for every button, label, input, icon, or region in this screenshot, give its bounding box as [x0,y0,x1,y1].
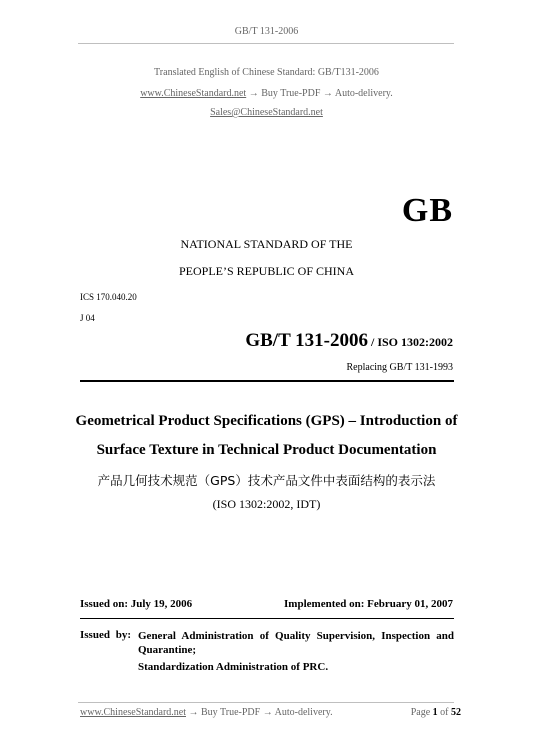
issued-date: Issued on: July 19, 2006 [80,598,193,610]
issuer-primary: General Administration of Quality Supervision, Inspection and Quarantine; [138,630,454,656]
running-header: GB/T 131-2006 [234,26,299,37]
title-divider [80,380,454,382]
implemented-date: Implemented on: February 01, 2007 [284,598,453,610]
footer-divider [78,702,454,703]
dates-divider [80,618,454,619]
replacing-note: Replacing GB/T 131-1993 [346,362,453,373]
footer-notice-text: → Buy True-PDF → Auto-delivery. [186,707,333,718]
header-divider [78,43,454,44]
title-line-1: Geometrical Product Specifications (GPS) – Introduction of [75,413,458,429]
national-standard-line: NATIONAL STANDARD OF THE [180,237,353,251]
purchase-notice-text: → Buy True-PDF → Auto-delivery. [246,88,393,99]
issued-by-block [80,629,454,673]
page-indicator [411,707,461,718]
website-link[interactable]: www.ChineseStandard.net [140,88,247,99]
footer-website-link[interactable]: www.ChineseStandard.net [80,707,186,718]
chinese-title: 产品几何技术规范（GPS）技术产品文件中表面结构的表示法 [97,473,436,488]
title-line-2: Surface Texture in Technical Product Documentation [96,442,437,458]
standard-number [245,330,453,352]
gb-logo: GB [401,192,453,229]
gb-number: GB/T 131-2006 [245,330,368,351]
sales-email [0,107,533,118]
purchase-notice [0,88,533,99]
classification-code: J 04 [80,313,95,323]
sales-email-link[interactable]: Sales@ChineseStandard.net [210,107,323,118]
country-line: PEOPLE’S REPUBLIC OF CHINA [178,264,355,278]
page-prefix: Page [410,707,433,718]
ics-code: ICS 170.040.20 [80,292,137,302]
footer-notice [80,707,333,718]
page-current: 1 [432,707,438,718]
iso-number: / ISO 1302:2002 [367,335,453,349]
page-total: 52 [451,707,461,718]
translation-notice: Translated English of Chinese Standard: GB/T131-2006 [154,67,379,78]
page-mid: of [437,707,451,718]
iso-equivalence: (ISO 1302:2002, IDT) [212,497,321,511]
issuer-secondary: Standardization Administration of PRC. [138,661,329,673]
issued-by-label: Issued by: [80,629,131,641]
